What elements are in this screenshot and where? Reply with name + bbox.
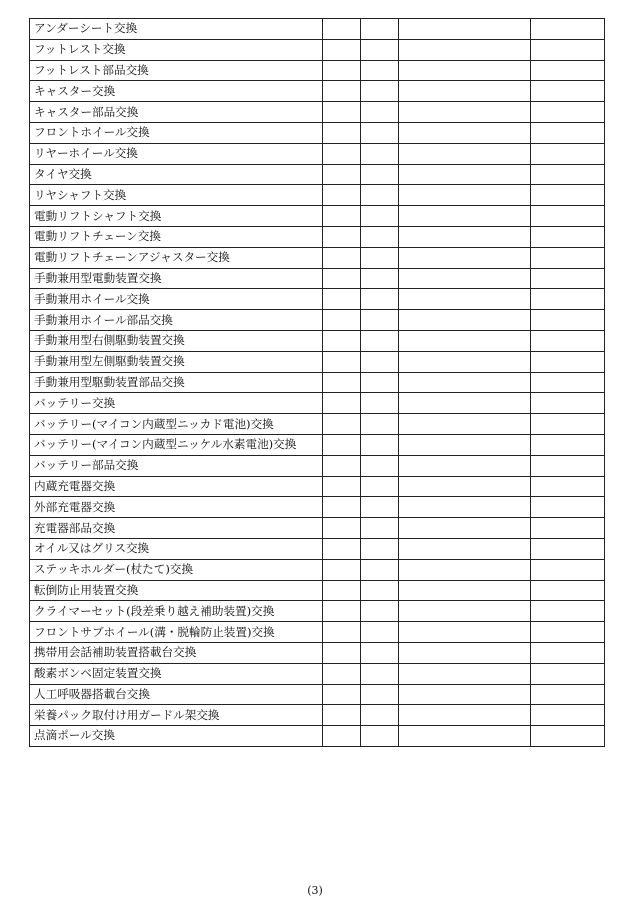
blank-cell [361,206,399,227]
blank-cell [361,455,399,476]
blank-cell [531,206,605,227]
item-label: 手動兼用型駆動装置部品交換 [30,372,323,393]
blank-cell [531,330,605,351]
blank-cell [361,226,399,247]
item-label: フロントホイール交換 [30,122,323,143]
item-label: バッテリー部品交換 [30,455,323,476]
table-row [30,393,605,414]
item-label: 携帯用会話補助装置搭載台交換 [30,642,323,663]
blank-cell [531,185,605,206]
blank-cell [323,226,361,247]
blank-cell [323,289,361,310]
blank-cell [361,538,399,559]
table-row [30,19,605,40]
blank-cell [531,164,605,185]
table-row [30,663,605,684]
item-label: リヤーホイール交換 [30,143,323,164]
item-label: 手動兼用ホイール交換 [30,289,323,310]
blank-cell [399,164,531,185]
blank-cell [531,726,605,747]
blank-cell [399,19,531,40]
blank-cell [323,497,361,518]
blank-cell [361,726,399,747]
blank-cell [361,663,399,684]
blank-cell [323,663,361,684]
item-label: 手動兼用ホイール部品交換 [30,310,323,331]
blank-cell [323,601,361,622]
table-row [30,559,605,580]
blank-cell [361,601,399,622]
item-label: バッテリー交換 [30,393,323,414]
blank-cell [531,455,605,476]
blank-cell [531,289,605,310]
page-number: (3) [307,884,323,897]
table-row [30,122,605,143]
table-row [30,580,605,601]
blank-cell [399,601,531,622]
item-label: 内蔵充電器交換 [30,476,323,497]
table-row [30,268,605,289]
item-label: 点滴ポール交換 [30,726,323,747]
item-label: フットレスト部品交換 [30,60,323,81]
blank-cell [323,81,361,102]
item-label: フットレスト交換 [30,39,323,60]
blank-cell [323,310,361,331]
item-label: 酸素ボンベ固定装置交換 [30,663,323,684]
blank-cell [323,39,361,60]
blank-cell [531,642,605,663]
item-label: 外部充電器交換 [30,497,323,518]
blank-cell [399,372,531,393]
blank-cell [399,60,531,81]
blank-cell [323,455,361,476]
blank-cell [361,164,399,185]
blank-cell [323,434,361,455]
item-label: 栄養パック取付け用ガードル架交換 [30,705,323,726]
table-row [30,726,605,747]
blank-cell [531,518,605,539]
blank-cell [361,559,399,580]
item-label: バッテリー(マイコン内蔵型ニッケル水素電池)交換 [30,434,323,455]
blank-cell [361,705,399,726]
blank-cell [399,102,531,123]
table-row [30,538,605,559]
blank-cell [323,705,361,726]
table-row [30,705,605,726]
table-row [30,684,605,705]
blank-cell [361,393,399,414]
blank-cell [531,414,605,435]
blank-cell [531,143,605,164]
item-label: リヤシャフト交換 [30,185,323,206]
blank-cell [531,622,605,643]
item-label: キャスター部品交換 [30,102,323,123]
blank-cell [323,60,361,81]
blank-cell [361,330,399,351]
blank-cell [531,705,605,726]
table-row [30,310,605,331]
blank-cell [323,122,361,143]
item-label: 人工呼吸器搭載台交換 [30,684,323,705]
table-row [30,330,605,351]
blank-cell [323,518,361,539]
blank-cell [399,684,531,705]
blank-cell [361,497,399,518]
blank-cell [531,663,605,684]
table-row [30,226,605,247]
blank-cell [361,622,399,643]
blank-cell [361,185,399,206]
blank-cell [361,580,399,601]
item-label: 電動リフトシャフト交換 [30,206,323,227]
blank-cell [531,39,605,60]
blank-cell [323,102,361,123]
blank-cell [531,247,605,268]
blank-cell [399,538,531,559]
blank-cell [323,330,361,351]
blank-cell [323,393,361,414]
blank-cell [399,476,531,497]
blank-cell [399,122,531,143]
table-row [30,414,605,435]
blank-cell [323,538,361,559]
blank-cell [361,414,399,435]
item-label: 手動兼用型右側駆動装置交換 [30,330,323,351]
parts-table-body [30,19,605,747]
table-row [30,102,605,123]
table-row [30,60,605,81]
blank-cell [323,476,361,497]
blank-cell [531,372,605,393]
blank-cell [323,19,361,40]
blank-cell [361,684,399,705]
blank-cell [323,622,361,643]
blank-cell [361,351,399,372]
item-label: バッテリー(マイコン内蔵型ニッカド電池)交換 [30,414,323,435]
blank-cell [531,310,605,331]
blank-cell [399,705,531,726]
table-row [30,81,605,102]
table-row [30,289,605,310]
blank-cell [399,81,531,102]
blank-cell [399,268,531,289]
blank-cell [399,226,531,247]
blank-cell [531,226,605,247]
blank-cell [361,19,399,40]
blank-cell [531,19,605,40]
blank-cell [323,268,361,289]
item-label: 充電器部品交換 [30,518,323,539]
blank-cell [531,81,605,102]
item-label: 電動リフトチェーンアジャスター交換 [30,247,323,268]
blank-cell [399,414,531,435]
blank-cell [361,372,399,393]
blank-cell [323,642,361,663]
blank-cell [399,726,531,747]
blank-cell [323,684,361,705]
blank-cell [361,102,399,123]
blank-cell [361,642,399,663]
item-label: 手動兼用型電動装置交換 [30,268,323,289]
blank-cell [531,476,605,497]
blank-cell [361,143,399,164]
table-row [30,601,605,622]
item-label: タイヤ交換 [30,164,323,185]
blank-cell [361,434,399,455]
blank-cell [361,60,399,81]
blank-cell [399,330,531,351]
blank-cell [361,39,399,60]
blank-cell [361,81,399,102]
table-row [30,642,605,663]
parts-table [29,18,605,747]
blank-cell [531,60,605,81]
table-row [30,247,605,268]
blank-cell [531,102,605,123]
item-label: 電動リフトチェーン交換 [30,226,323,247]
blank-cell [399,247,531,268]
blank-cell [361,518,399,539]
blank-cell [323,580,361,601]
blank-cell [361,310,399,331]
blank-cell [531,684,605,705]
blank-cell [361,122,399,143]
table-row [30,622,605,643]
blank-cell [399,622,531,643]
table-row [30,143,605,164]
blank-cell [323,143,361,164]
item-label: 手動兼用型左側駆動装置交換 [30,351,323,372]
item-label: ステッキホルダー(杖たて)交換 [30,559,323,580]
blank-cell [323,164,361,185]
item-label: フロントサブホイール(溝・脱輪防止装置)交換 [30,622,323,643]
item-label: 転倒防止用装置交換 [30,580,323,601]
table-row [30,164,605,185]
blank-cell [361,289,399,310]
blank-cell [323,206,361,227]
blank-cell [399,518,531,539]
blank-cell [399,393,531,414]
blank-cell [399,663,531,684]
blank-cell [323,185,361,206]
blank-cell [323,559,361,580]
item-label: キャスター交換 [30,81,323,102]
item-label: アンダーシート交換 [30,19,323,40]
blank-cell [399,310,531,331]
table-row [30,372,605,393]
item-label: クライマーセット(段差乗り越え補助装置)交換 [30,601,323,622]
blank-cell [361,268,399,289]
table-row [30,434,605,455]
table-row [30,497,605,518]
table-row [30,185,605,206]
blank-cell [399,206,531,227]
blank-cell [399,143,531,164]
blank-cell [323,372,361,393]
table-row [30,476,605,497]
table-row [30,206,605,227]
table-row [30,351,605,372]
blank-cell [399,642,531,663]
blank-cell [361,476,399,497]
blank-cell [399,185,531,206]
blank-cell [361,247,399,268]
blank-cell [531,351,605,372]
blank-cell [531,580,605,601]
blank-cell [531,601,605,622]
table-row [30,518,605,539]
blank-cell [531,122,605,143]
table-row [30,39,605,60]
blank-cell [323,351,361,372]
blank-cell [399,559,531,580]
blank-cell [399,39,531,60]
blank-cell [399,289,531,310]
blank-cell [399,434,531,455]
blank-cell [323,414,361,435]
blank-cell [531,268,605,289]
item-label: オイル又はグリス交換 [30,538,323,559]
blank-cell [323,726,361,747]
blank-cell [399,580,531,601]
blank-cell [531,393,605,414]
blank-cell [531,559,605,580]
table-row [30,455,605,476]
blank-cell [323,247,361,268]
blank-cell [399,497,531,518]
blank-cell [531,538,605,559]
blank-cell [531,497,605,518]
blank-cell [399,351,531,372]
blank-cell [399,455,531,476]
blank-cell [531,434,605,455]
